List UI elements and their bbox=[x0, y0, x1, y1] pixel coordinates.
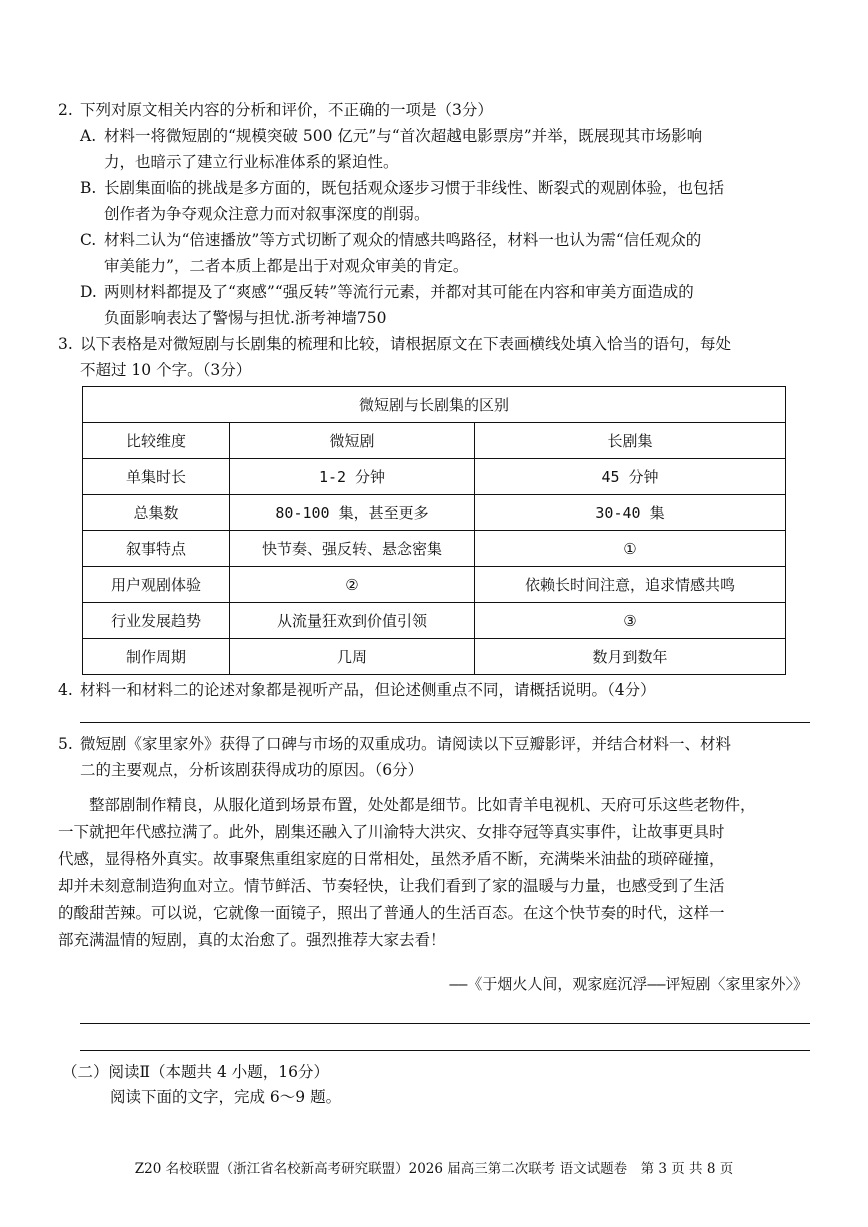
review-line: 部充满温情的短剧，真的太治愈了。强烈推荐大家去看！ bbox=[58, 931, 446, 949]
table-header-cell: 长剧集 bbox=[475, 423, 786, 459]
question-3 bbox=[58, 331, 818, 383]
table-cell: 单集时长 bbox=[83, 459, 230, 495]
table-cell-blank-1: ① bbox=[475, 531, 786, 567]
table-header-cell: 比较维度 bbox=[83, 423, 230, 459]
option-text: 长剧集面临的挑战是多方面的，既包括观众逐步习惯于非线性、断裂式的观剧体验，也包括 bbox=[104, 179, 725, 197]
comparison-table bbox=[82, 386, 786, 675]
review-line: 代感，显得格外真实。故事聚焦重组家庭的日常相处，虽然矛盾不断，充满柴米油盐的琐碎碰撞， bbox=[58, 850, 725, 868]
answer-line bbox=[80, 1023, 810, 1024]
table-title: 微短剧与长剧集的区别 bbox=[83, 387, 786, 423]
question-stem: 材料一和材料二的论述对象都是视听产品，但论述侧重点不同，请概括说明。（4分） bbox=[80, 681, 656, 699]
table-row bbox=[83, 639, 786, 675]
table-cell: 快节奏、强反转、悬念密集 bbox=[230, 531, 475, 567]
option-text-cont: 力，也暗示了建立行业标准体系的紧迫性。 bbox=[104, 153, 399, 171]
answer-line bbox=[80, 1050, 810, 1051]
table-header-row bbox=[83, 423, 786, 459]
review-line: 一下就把年代感拉满了。此外，剧集还融入了川渝特大洪灾、女排夺冠等真实事件，让故事更具时 bbox=[58, 823, 725, 841]
table-cell-blank-2: ② bbox=[230, 567, 475, 603]
option-text: 两则材料都提及了“爽感”“强反转”等流行元素，并都对其可能在内容和审美方面造成的 bbox=[104, 283, 694, 301]
option-text-cont: 审美能力”，二者本质上都是出于对观众审美的肯定。 bbox=[104, 257, 469, 275]
option-text-cont: 创作者为争夺观众注意力而对叙事深度的削弱。 bbox=[104, 205, 430, 223]
table-row bbox=[83, 531, 786, 567]
option-label: A. bbox=[80, 127, 97, 145]
table-row bbox=[83, 459, 786, 495]
option-a bbox=[80, 123, 815, 175]
table-cell: 总集数 bbox=[83, 495, 230, 531]
question-stem: 下列对原文相关内容的分析和评价，不正确的一项是（3分） bbox=[80, 101, 493, 119]
option-text: 材料一将微短剧的“规模突破 500 亿元”与“首次超越电影票房”并举，既展现其市场影响 bbox=[104, 127, 703, 145]
table-header-cell: 微短剧 bbox=[230, 423, 475, 459]
answer-line bbox=[80, 722, 810, 723]
table-cell: 1-2 分钟 bbox=[230, 459, 475, 495]
table-cell: 30-40 集 bbox=[475, 495, 786, 531]
question-stem: 微短剧《家里家外》获得了口碑与市场的双重成功。请阅读以下豆瓣影评，并结合材料一、材料 bbox=[80, 735, 732, 753]
option-d bbox=[80, 279, 815, 331]
question-stem-cont: 不超过 10 个字。（3分） bbox=[80, 361, 252, 379]
question-number: 5. bbox=[58, 735, 73, 753]
review-source: ——《于烟火人间，观家庭沉浮——评短剧〈家里家外〉》 bbox=[449, 975, 808, 993]
option-c bbox=[80, 227, 815, 279]
review-line: 整部剧制作精良，从服化道到场景布置，处处都是细节。比如青羊电视机、天府可乐这些老物件， bbox=[58, 796, 756, 814]
option-label: D. bbox=[80, 283, 97, 301]
section-title: （二）阅读Ⅱ（本题共 4 小题，16分） bbox=[62, 1063, 329, 1081]
question-5 bbox=[58, 731, 818, 783]
table-cell: 叙事特点 bbox=[83, 531, 230, 567]
table-cell: 从流量狂欢到价值引领 bbox=[230, 603, 475, 639]
question-stem: 以下表格是对微短剧与长剧集的梳理和比较，请根据原文在下表画横线处填入恰当的语句，每处 bbox=[80, 335, 732, 353]
page-footer: Z20 名校联盟（浙江省名校新高考研究联盟）2026 届高三第二次联考 语文试题卷 第 3 页 共 8 页 bbox=[134, 1161, 734, 1177]
question-number: 3. bbox=[58, 335, 73, 353]
table-row bbox=[83, 603, 786, 639]
table-cell: 制作周期 bbox=[83, 639, 230, 675]
question-4 bbox=[58, 677, 818, 703]
option-label: B. bbox=[80, 179, 97, 197]
review-passage bbox=[58, 792, 810, 954]
table-cell: 80-100 集，甚至更多 bbox=[230, 495, 475, 531]
table-row bbox=[83, 567, 786, 603]
option-text: 材料二认为“倍速播放”等方式切断了观众的情感共鸣路径，材料一也认为需“信任观众的 bbox=[104, 231, 702, 249]
table-cell-blank-3: ③ bbox=[475, 603, 786, 639]
question-number: 4. bbox=[58, 681, 73, 699]
table-cell: 几周 bbox=[230, 639, 475, 675]
table-cell: 行业发展趋势 bbox=[83, 603, 230, 639]
review-line: 的酸甜苦辣。可以说，它就像一面镜子，照出了普通人的生活百态。在这个快节奏的时代，这样一 bbox=[58, 904, 725, 922]
review-line: 却并未刻意制造狗血对立。情节鲜活、节奏轻快，让我们看到了家的温暖与力量，也感受到了生活 bbox=[58, 877, 725, 895]
question-number: 2. bbox=[58, 101, 73, 119]
table-cell: 45 分钟 bbox=[475, 459, 786, 495]
question-2 bbox=[58, 97, 818, 123]
section-instruction: 阅读下面的文字，完成 6～9 题。 bbox=[110, 1088, 342, 1106]
table-row bbox=[83, 495, 786, 531]
option-text-cont: 负面影响表达了警惕与担忧.浙考神墙750 bbox=[104, 309, 387, 327]
table-cell: 数月到数年 bbox=[475, 639, 786, 675]
table-title-row bbox=[83, 387, 786, 423]
table-cell: 依赖长时间注意，追求情感共鸣 bbox=[475, 567, 786, 603]
question-stem-cont: 二的主要观点，分析该剧获得成功的原因。（6分） bbox=[80, 761, 424, 779]
option-label: C. bbox=[80, 231, 97, 249]
option-b bbox=[80, 175, 815, 227]
table-cell: 用户观剧体验 bbox=[83, 567, 230, 603]
